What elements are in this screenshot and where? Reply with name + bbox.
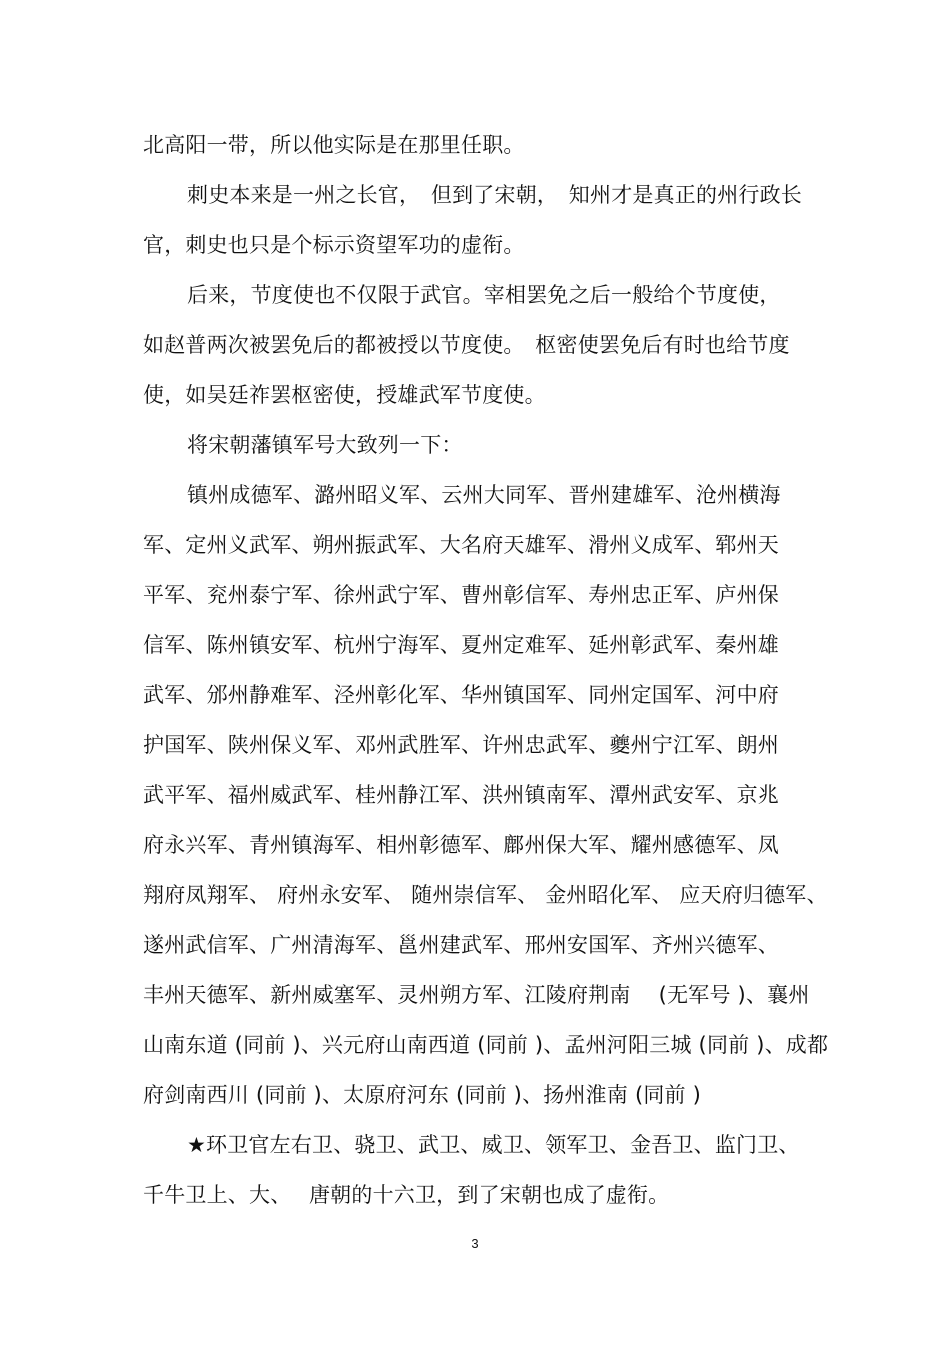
text-line-14: 武平军、福州威武军、桂州静江军、洪州镇南军、潭州武安军、京兆 [143, 783, 779, 807]
text-line-21: ★环卫官左右卫、骁卫、武卫、威卫、领军卫、金吾卫、监门卫、 [187, 1133, 800, 1157]
text-line-11: 信军、陈州镇安军、杭州宁海军、夏州定难军、延州彰武军、秦州雄 [143, 633, 779, 657]
text-line-5: 如赵普两次被罢免后的都被授以节度使。 枢密使罢免后有时也给节度 [143, 333, 790, 357]
text-line-7: 将宋朝藩镇军号大致列一下： [187, 433, 463, 457]
text-line-20: 府剑南西川 (同前 )、太原府河东 (同前 )、扬州淮南 (同前 ) [143, 1083, 702, 1107]
text-line-16: 翔府凤翔军、 府州永安军、 随州崇信军、 金州昭化军、 应天府归德军、 [143, 883, 828, 907]
text-line-18: 丰州天德军、新州威塞军、灵州朔方军、江陵府荆南 (无军号 )、襄州 [143, 983, 810, 1007]
text-line-6: 使，如吴廷祚罢枢密使，授雄武军节度使。 [143, 383, 546, 407]
text-line-8: 镇州成德军、潞州昭义军、云州大同军、晋州建雄军、沧州横海 [187, 483, 781, 507]
text-line-12: 武军、邠州静难军、泾州彰化军、华州镇国军、同州定国军、河中府 [143, 683, 779, 707]
text-line-17: 遂州武信军、广州清海军、邕州建武军、邢州安国军、齐州兴德军、 [143, 933, 779, 957]
text-line-9: 军、定州义武军、朔州振武军、大名府天雄军、滑州义成军、郓州天 [143, 533, 779, 557]
text-line-13: 护国军、陕州保义军、邓州武胜军、许州忠武军、夔州宁江军、朗州 [143, 733, 779, 757]
text-line-2: 刺史本来是一州之长官， 但到了宋朝， 知州才是真正的州行政长 [187, 183, 802, 207]
text-line-19: 山南东道 (同前 )、兴元府山南西道 (同前 )、孟州河阳三城 (同前 )、成都 [143, 1033, 829, 1057]
text-line-15: 府永兴军、青州镇海军、相州彰德军、鄜州保大军、耀州感德军、凤 [143, 833, 779, 857]
text-line-1: 北高阳一带，所以他实际是在那里任职。 [143, 133, 525, 157]
text-line-22: 千牛卫上、大、 唐朝的十六卫，到了宋朝也成了虚衔。 [143, 1183, 670, 1207]
text-line-3: 官，刺史也只是个标示资望军功的虚衔。 [143, 233, 525, 257]
page-number: 3 [471, 1236, 479, 1251]
text-line-10: 平军、兖州泰宁军、徐州武宁军、曹州彰信军、寿州忠正军、庐州保 [143, 583, 779, 607]
text-line-4: 后来，节度使也不仅限于武官。宰相罢免之后一般给个节度使， [187, 283, 781, 307]
